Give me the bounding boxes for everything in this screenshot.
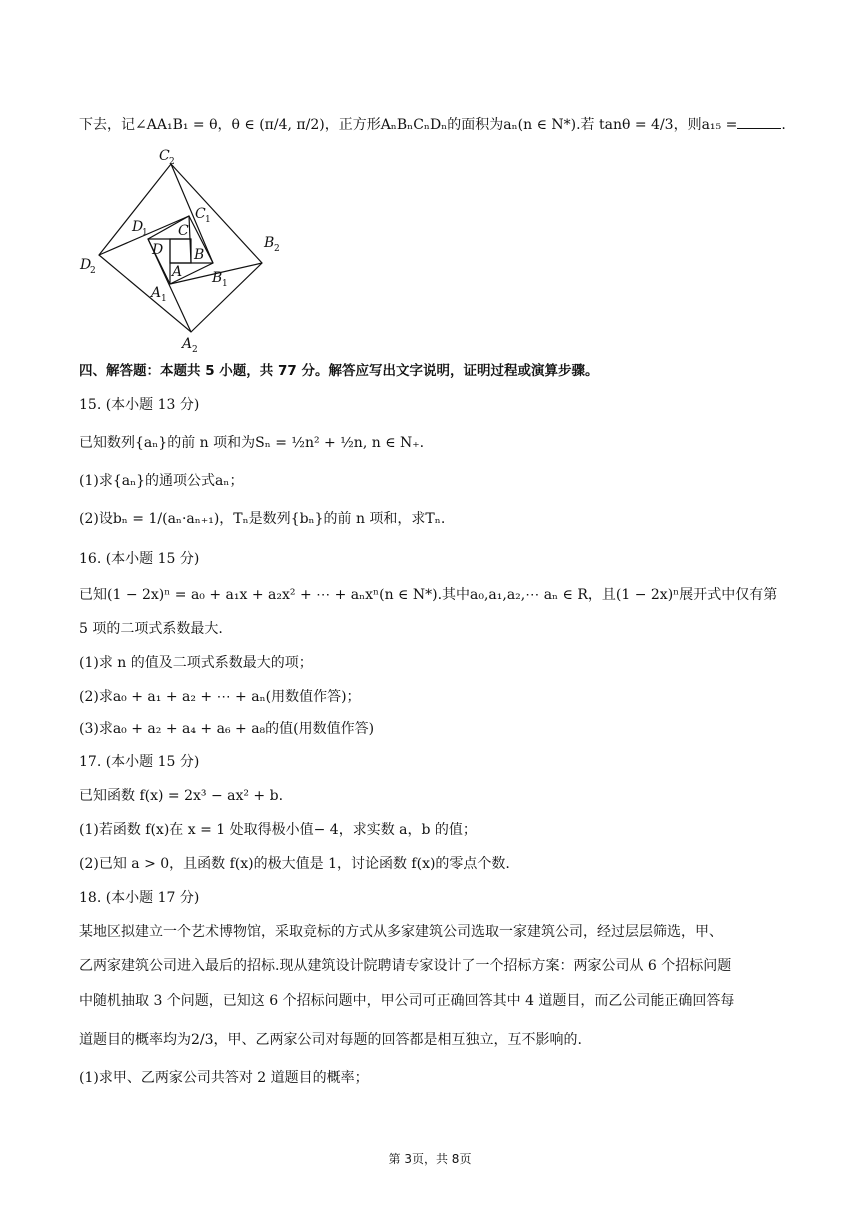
label-d: D bbox=[152, 242, 164, 258]
q18-stem-line2: 乙两家建筑公司进入最后的招标.现从建筑设计院聘请专家设计了一个招标方案：两家公司从 6 个招标问题 bbox=[79, 958, 732, 974]
svg-text:2: 2 bbox=[274, 244, 280, 254]
label-a: A bbox=[172, 264, 183, 280]
edge-line bbox=[171, 164, 213, 263]
q15-part2: (2)设bₙ = 1/(aₙ·aₙ₊₁)，Tₙ是数列{bₙ}的前 n 项和，求Tₙ. bbox=[79, 511, 446, 527]
q18-title: 18. (本小题 17 分) bbox=[79, 890, 200, 906]
q16-stem-line1: 已知(1 − 2x)ⁿ = a₀ + a₁x + a₂x² + ⋯ + aₙxⁿ(n ∈ N*).其中a₀,a₁,a₂,⋯ aₙ ∈ R，且(1 − 2x)ⁿ展开式中仅有第 bbox=[79, 587, 778, 603]
label-a2: A bbox=[182, 336, 193, 352]
nested-squares-diagram bbox=[74, 146, 314, 356]
q16-part1: (1)求 n 的值及二项式系数最大的项； bbox=[79, 655, 313, 671]
q15-part1: (1)求{aₙ}的通项公式aₙ； bbox=[79, 473, 244, 489]
q17-stem: 已知函数 f(x) = 2x³ − ax² + b. bbox=[79, 788, 284, 804]
q16-title: 16. (本小题 15 分) bbox=[79, 551, 200, 567]
svg-text:2: 2 bbox=[169, 157, 175, 167]
nested-squares-figure bbox=[74, 146, 314, 356]
q16-part2: (2)求a₀ + a₁ + a₂ + ⋯ + aₙ(用数值作答)； bbox=[79, 689, 361, 705]
square-a2b2c2d2 bbox=[99, 164, 262, 332]
q17-title: 17. (本小题 15 分) bbox=[79, 754, 200, 770]
label-a1: A bbox=[151, 285, 162, 301]
label-d1: D bbox=[132, 219, 144, 235]
svg-text:1: 1 bbox=[142, 228, 148, 238]
label-c2: C bbox=[159, 148, 170, 164]
q17-part2: (2)已知 a > 0，且函数 f(x)的极大值是 1，讨论函数 f(x)的零点个数. bbox=[79, 856, 510, 872]
q15-stem: 已知数列{aₙ}的前 n 项和为Sₙ = ½n² + ½n, n ∈ N₊. bbox=[79, 435, 425, 451]
svg-text:1: 1 bbox=[205, 215, 211, 225]
q18-stem-line4: 道题目的概率均为2/3，甲、乙两家公司对每题的回答都是相互独立，互不影响的. bbox=[79, 1032, 582, 1048]
q16-stem-line2: 5 项的二项式系数最大. bbox=[79, 621, 223, 637]
q18-stem-line1: 某地区拟建立一个艺术博物馆，采取竞标的方式从多家建筑公司选取一家建筑公司，经过层层筛选，甲、 bbox=[79, 924, 723, 940]
q17-part1: (1)若函数 f(x)在 x = 1 处取得极小值− 4，求实数 a，b 的值； bbox=[79, 822, 477, 838]
label-b: B bbox=[194, 247, 205, 263]
label-c: C bbox=[178, 223, 189, 239]
label-d2: D bbox=[80, 257, 92, 273]
q18-stem-line3: 中随机抽取 3 个问题，已知这 6 个招标问题中，甲公司可正确回答其中 4 道题目，而乙公司能正确回答每 bbox=[79, 993, 735, 1009]
problem-14-continuation: 下去，记∠AA₁B₁ = θ，θ ∈ (π/4, π/2)，正方形AₙBₙCₙDₙ的面积为aₙ(n ∈ N*).若 tanθ = 4/3，则a₁₅ = . bbox=[79, 114, 786, 135]
answer-blank bbox=[737, 114, 781, 129]
q15-title: 15. (本小题 13 分) bbox=[79, 397, 200, 413]
svg-text:2: 2 bbox=[192, 345, 198, 355]
label-b2: B bbox=[264, 235, 275, 251]
label-b1: B bbox=[212, 270, 223, 286]
page-footer: 第 3页，共 8页 bbox=[388, 1152, 472, 1166]
svg-text:2: 2 bbox=[90, 266, 96, 276]
svg-text:1: 1 bbox=[161, 294, 167, 304]
q18-part1: (1)求甲、乙两家公司共答对 2 道题目的概率； bbox=[79, 1070, 369, 1086]
q16-part3: (3)求a₀ + a₂ + a₄ + a₆ + a₈的值(用数值作答) bbox=[79, 721, 375, 737]
label-c1: C bbox=[195, 206, 206, 222]
square-abcd bbox=[170, 239, 191, 263]
section-header: 四、解答题：本题共 5 小题，共 77 分。解答应写出文字说明，证明过程或演算步骤。 bbox=[79, 363, 599, 379]
svg-text:1: 1 bbox=[222, 279, 228, 289]
